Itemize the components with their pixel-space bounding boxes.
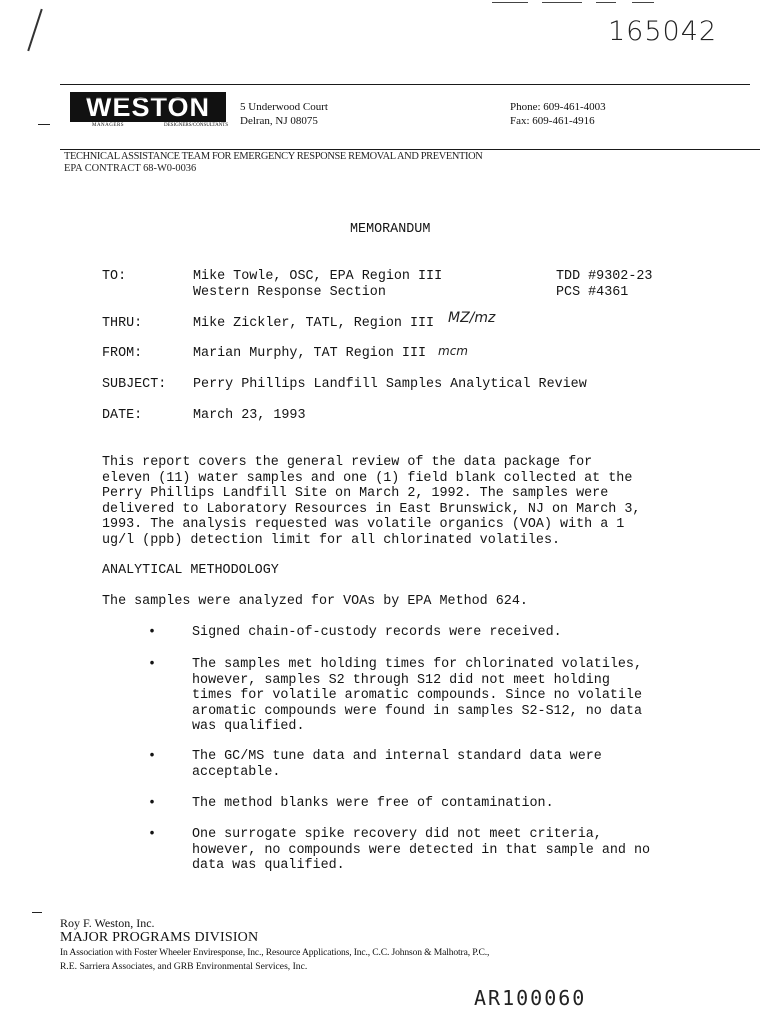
footer-division: MAJOR PROGRAMS DIVISION: [60, 930, 259, 945]
weston-logo: [68, 90, 228, 130]
bullet-item: One surrogate spike recovery did not meet criteria, however, no compounds were detected in that sample and no data was qualified.: [192, 827, 651, 873]
to-value-line1: Mike Towle, OSC, EPA Region III: [193, 269, 443, 284]
team-line: TECHNICAL ASSISTANCE TEAM FOR EMERGENCY RESPONSE REMOVAL AND PREVENTION: [64, 151, 483, 162]
tdd-number: TDD #9302-23: [556, 269, 653, 284]
address-line-1: 5 Underwood Court: [240, 101, 328, 113]
pcs-number: PCS #4361: [556, 285, 629, 300]
bullet-item: The GC/MS tune data and internal standard data were acceptable.: [192, 749, 602, 780]
bullet-marker: •: [148, 625, 157, 640]
bullet-marker: •: [148, 827, 157, 842]
footer-company: Roy F. Weston, Inc.: [60, 916, 155, 930]
logo-sub-right: DESIGNERS/CONSULTANTS: [164, 123, 229, 128]
bullet-item: The method blanks were free of contamination.: [192, 796, 554, 811]
document-number: 165042: [608, 16, 718, 47]
fax-line: Fax: 609-461-4916: [510, 115, 595, 127]
to-label: TO:: [102, 269, 127, 284]
date-label: DATE:: [102, 408, 143, 423]
thru-initials: MZ/mz: [448, 310, 496, 326]
bullet-marker: •: [148, 657, 157, 672]
intro-paragraph: This report covers the general review of the data package for eleven (11) water samples and one (1) field blank collected at the Perry Phillips Landfill Site on March 2, 1992. The samples were delivered to Laboratory Resources in East Brunswick, NJ on March 3, 1993. The analysis requested was volatile organics (VOA) with a 1 ug/l (ppb) detection limit for all chlorinated volatiles.: [102, 455, 641, 548]
thru-value: Mike Zickler, TATL, Region III: [193, 316, 435, 331]
from-initials: mcm: [438, 344, 468, 358]
bates-number: AR100060: [474, 986, 587, 1010]
date-value: March 23, 1993: [193, 408, 306, 423]
contract-line: EPA CONTRACT 68-W0-0036: [64, 163, 197, 174]
phone-line: Phone: 609-461-4003: [510, 101, 606, 113]
margin-dash: [38, 124, 50, 125]
thru-label: THRU:: [102, 316, 143, 331]
letterhead-top-rule: [60, 84, 750, 85]
memo-heading: MEMORANDUM: [350, 222, 431, 237]
footer-association-line-2: R.E. Sarriera Associates, and GRB Environmental Services, Inc.: [60, 961, 308, 972]
to-value-line2: Western Response Section: [193, 285, 386, 300]
bullet-marker: •: [148, 796, 157, 811]
subject-value: Perry Phillips Landfill Samples Analytical Review: [193, 377, 587, 392]
address-line-2: Delran, NJ 08075: [240, 115, 318, 127]
footer-margin-dash: [32, 912, 42, 913]
svg-text:WESTON: WESTON: [85, 92, 211, 122]
bullet-item: The samples met holding times for chlorinated volatiles, however, samples S2 through S12 did not meet holding times for volatile aromatic compounds. Since no volatile aromatic compounds were found in samples S2-S12, no data was qualified.: [192, 657, 642, 734]
from-label: FROM:: [102, 346, 143, 361]
subject-label: SUBJECT:: [102, 377, 167, 392]
margin-slash-mark: [27, 9, 42, 51]
from-value: Marian Murphy, TAT Region III: [193, 346, 427, 361]
top-dash-marks: [492, 2, 692, 4]
bullet-marker: •: [148, 749, 157, 764]
logo-sub-left: MANAGERS: [92, 123, 125, 128]
footer-association-line-1: In Association with Foster Wheeler Enviresponse, Inc., Resource Applications, Inc., C.C. Johnson & Malhotra, P.C.,: [60, 947, 490, 958]
bullet-item: Signed chain-of-custody records were received.: [192, 625, 562, 640]
section-heading: ANALYTICAL METHODOLOGY: [102, 563, 279, 578]
method-sentence: The samples were analyzed for VOAs by EPA Method 624.: [102, 594, 528, 609]
